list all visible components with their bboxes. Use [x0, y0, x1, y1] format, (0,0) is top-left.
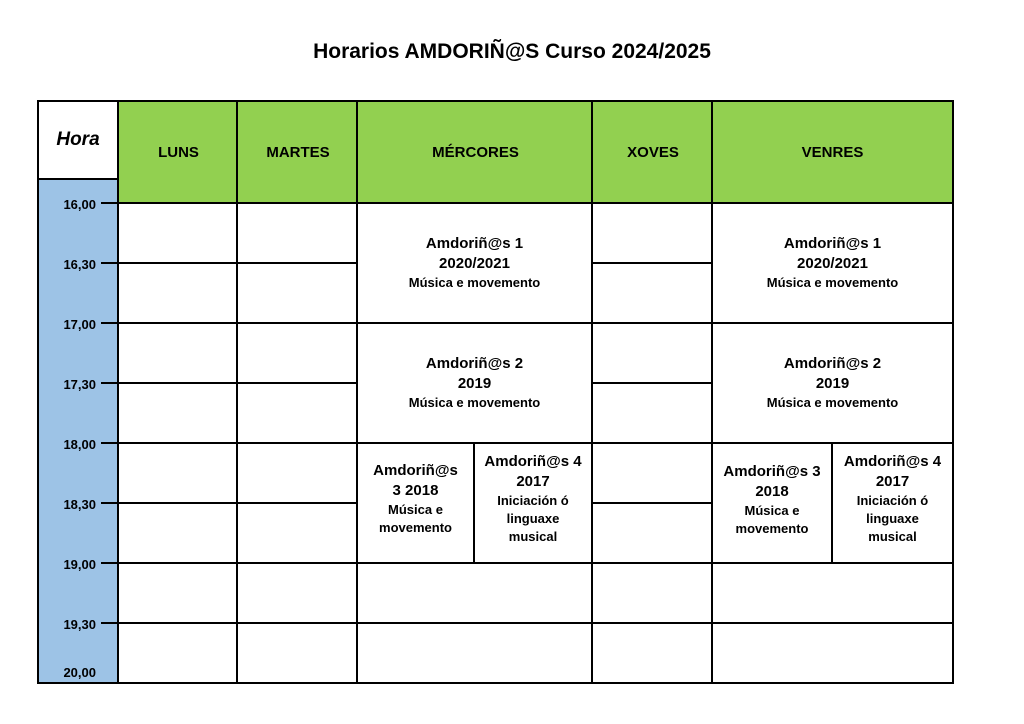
time-label: 18,00: [63, 437, 96, 452]
activity-desc: Música e movemento: [408, 275, 541, 290]
day-header-xoves: XOVES: [591, 102, 713, 204]
activity-venres-amdorinas-3: [713, 444, 831, 562]
activity-desc: Música e movemento: [408, 395, 541, 410]
activity-desc: movemento: [735, 521, 809, 536]
activity-venres-amdorinas-1: [713, 204, 952, 322]
time-label: 16,30: [63, 257, 96, 272]
activity-name: Amdoriñ@s 3: [723, 463, 821, 480]
activity-mercores-amdorinas-1: [358, 204, 591, 322]
activity-year: 2020/2021: [797, 255, 868, 272]
time-label: 17,30: [63, 377, 96, 392]
activity-venres-amdorinas-4: [833, 444, 952, 562]
activity-name: Amdoriñ@s 4: [843, 453, 942, 470]
activity-desc: Música e movemento: [766, 395, 899, 410]
activity-name: Amdoriñ@s 1: [425, 235, 524, 252]
time-tick: [101, 322, 119, 324]
time-tick: [101, 442, 119, 444]
time-label: 20,00: [63, 665, 96, 680]
grid-line: [591, 262, 713, 264]
day-header-martes: MARTES: [236, 102, 358, 204]
activity-desc: movemento: [379, 520, 452, 535]
time-label: 16,00: [63, 197, 96, 212]
time-label: 19,00: [63, 557, 96, 572]
day-header-mercores: MÉRCORES: [356, 102, 593, 204]
grid-line: [117, 562, 952, 564]
grid-line: [117, 622, 952, 624]
day-header-luns: LUNS: [117, 102, 238, 204]
activity-desc: Música e: [388, 502, 443, 517]
time-label: 17,00: [63, 317, 96, 332]
grid-line: [591, 382, 713, 384]
activity-year: 2017: [875, 473, 910, 490]
time-tick: [101, 622, 119, 624]
activity-desc: musical: [508, 529, 558, 544]
activity-name: Amdoriñ@s 2: [783, 355, 882, 372]
activity-year: 2020/2021: [439, 255, 510, 272]
activity-name: Amdoriñ@s 4: [484, 453, 582, 470]
activity-year: 2018: [755, 483, 789, 500]
hora-header: Hora: [39, 102, 119, 180]
grid-line: [117, 502, 358, 504]
grid-line: [117, 382, 358, 384]
activity-desc: linguaxe: [866, 511, 919, 526]
activity-name: Amdoriñ@s: [373, 462, 458, 479]
activity-desc: Iniciación ó: [497, 493, 569, 508]
activity-year: 2019: [815, 375, 850, 392]
time-column: [39, 178, 119, 682]
activity-desc: Música e movemento: [766, 275, 899, 290]
time-tick: [101, 202, 119, 204]
activity-mercores-amdorinas-3: [358, 444, 473, 562]
grid-line: [117, 262, 358, 264]
grid-line: [591, 502, 713, 504]
time-tick: [101, 382, 119, 384]
activity-year: 2017: [516, 473, 550, 490]
activity-mercores-amdorinas-2: [358, 324, 591, 442]
activity-name: Amdoriñ@s 2: [425, 355, 524, 372]
day-header-venres: VENRES: [711, 102, 952, 204]
page-title: Horarios AMDORIÑ@S Curso 2024/2025: [313, 40, 711, 63]
activity-mercores-amdorinas-4: [475, 444, 591, 562]
activity-desc: Iniciación ó: [856, 493, 929, 508]
activity-year: 3 2018: [392, 482, 439, 499]
time-tick: [101, 562, 119, 564]
activity-name: Amdoriñ@s 1: [783, 235, 882, 252]
activity-desc: Música e: [744, 503, 800, 518]
activity-venres-amdorinas-2: [713, 324, 952, 442]
time-label: 18,30: [63, 497, 96, 512]
time-tick: [101, 262, 119, 264]
activity-year: 2019: [457, 375, 492, 392]
time-tick: [101, 502, 119, 504]
time-label: 19,30: [63, 617, 96, 632]
activity-desc: musical: [868, 529, 917, 544]
activity-desc: linguaxe: [506, 511, 560, 526]
